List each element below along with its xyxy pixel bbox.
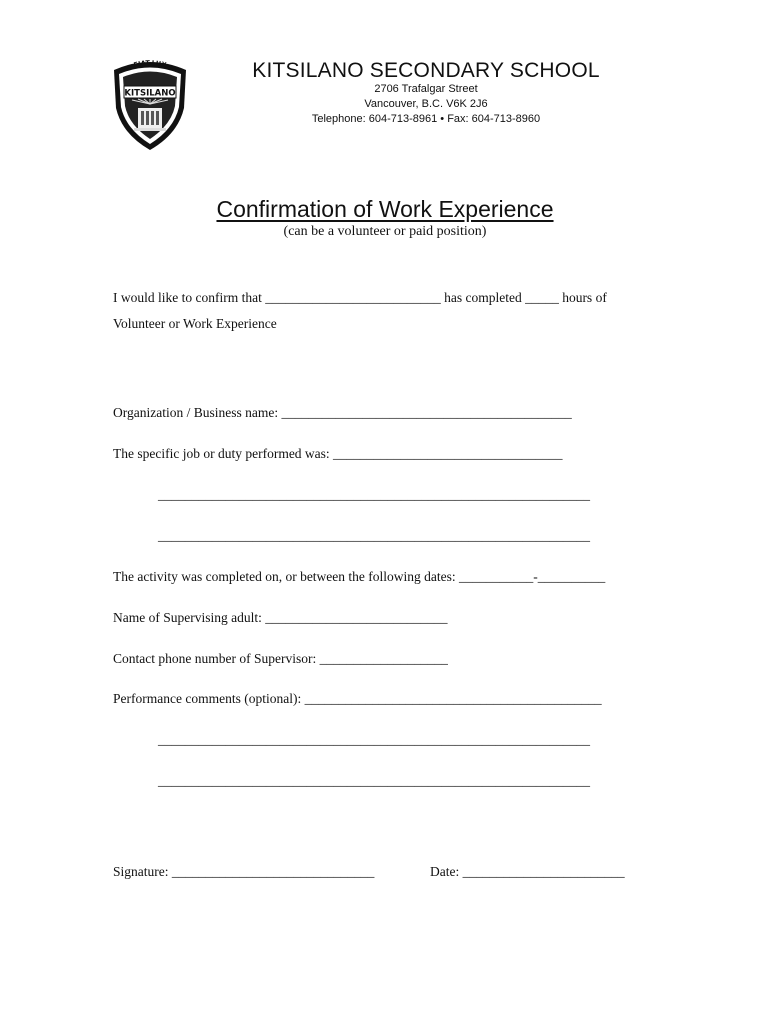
date-field[interactable]: Date: ________________________: [430, 864, 625, 879]
form-title: Confirmation of Work Experience: [216, 196, 554, 222]
job-duty-blank-line[interactable]: ________________________________________________________________: [158, 528, 590, 543]
confirm-statement-field[interactable]: I would like to confirm that __________________________ has completed _____ hours of: [113, 290, 607, 305]
contact-info: Telephone: 604-713-8961 • Fax: 604-713-8960: [311, 113, 541, 125]
form-subtitle: (can be a volunteer or paid position): [283, 224, 487, 239]
signature-field[interactable]: Signature: ______________________________: [113, 864, 375, 879]
city-address: Vancouver, B.C. V6K 2J6: [364, 98, 488, 110]
svg-text:KITSILANO: KITSILANO: [124, 88, 176, 99]
job-duty-field[interactable]: The specific job or duty performed was: __________________________________: [113, 446, 563, 461]
supervisor-phone-field[interactable]: Contact phone number of Supervisor: ___________________: [113, 651, 448, 666]
performance-comments-field[interactable]: Performance comments (optional): ____________________________________________: [113, 691, 602, 706]
street-address: 2706 Trafalgar Street: [374, 83, 478, 95]
confirm-statement-continued: Volunteer or Work Experience: [113, 316, 277, 331]
svg-text:FIAT-LUX: FIAT-LUX: [132, 58, 168, 70]
organization-name-field[interactable]: Organization / Business name: ___________________________________________: [113, 405, 572, 420]
comments-blank-line[interactable]: ________________________________________________________________: [158, 773, 590, 788]
supervisor-name-field[interactable]: Name of Supervising adult: ___________________________: [113, 610, 448, 625]
school-name: KITSILANO SECONDARY SCHOOL: [252, 59, 600, 82]
comments-blank-line[interactable]: ________________________________________________________________: [158, 732, 590, 747]
activity-dates-field[interactable]: The activity was completed on, or between the following dates: ___________-__________: [113, 569, 606, 584]
job-duty-blank-line[interactable]: ________________________________________________________________: [158, 487, 590, 502]
